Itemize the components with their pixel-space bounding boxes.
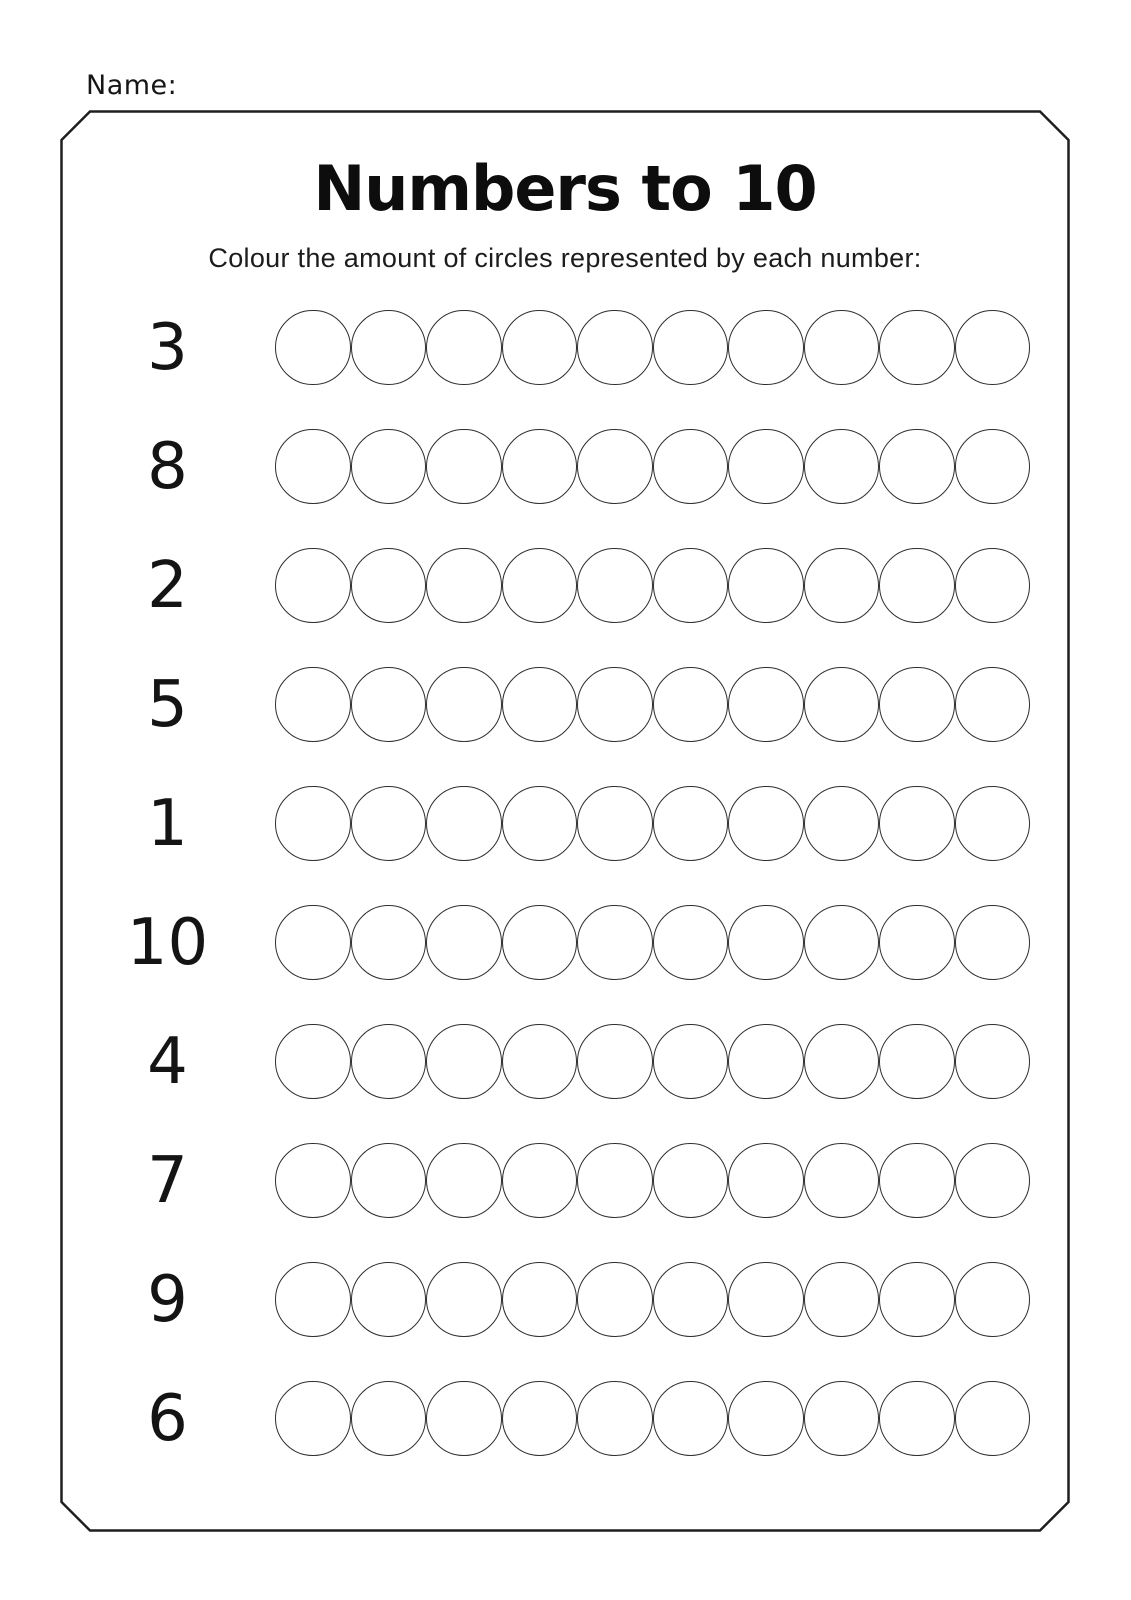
colour-circle[interactable] bbox=[502, 667, 578, 743]
colour-circle[interactable] bbox=[728, 786, 804, 862]
colour-circle[interactable] bbox=[351, 548, 427, 624]
colour-circle[interactable] bbox=[653, 429, 729, 505]
colour-circle[interactable] bbox=[275, 310, 351, 386]
circle-group bbox=[275, 1381, 1030, 1457]
colour-circle[interactable] bbox=[426, 667, 502, 743]
colour-circle[interactable] bbox=[653, 1024, 729, 1100]
colour-circle[interactable] bbox=[804, 667, 880, 743]
colour-circle[interactable] bbox=[879, 1143, 955, 1219]
worksheet-row bbox=[100, 764, 1030, 883]
circle-group bbox=[275, 1143, 1030, 1219]
colour-circle[interactable] bbox=[502, 429, 578, 505]
row-number-label: 10 bbox=[126, 905, 209, 980]
worksheet-row bbox=[100, 1121, 1030, 1240]
colour-circle[interactable] bbox=[502, 1381, 578, 1457]
colour-circle[interactable] bbox=[351, 1381, 427, 1457]
colour-circle[interactable] bbox=[955, 1024, 1031, 1100]
circle-group bbox=[275, 905, 1030, 981]
colour-circle[interactable] bbox=[426, 1024, 502, 1100]
colour-circle[interactable] bbox=[577, 1024, 653, 1100]
colour-circle[interactable] bbox=[804, 1024, 880, 1100]
colour-circle[interactable] bbox=[502, 1262, 578, 1338]
colour-circle[interactable] bbox=[804, 1143, 880, 1219]
colour-circle[interactable] bbox=[275, 548, 351, 624]
colour-circle[interactable] bbox=[804, 429, 880, 505]
circle-group bbox=[275, 1262, 1030, 1338]
colour-circle[interactable] bbox=[653, 786, 729, 862]
colour-circle[interactable] bbox=[955, 1381, 1031, 1457]
worksheet-row bbox=[100, 1240, 1030, 1359]
colour-circle[interactable] bbox=[351, 1143, 427, 1219]
colour-circle[interactable] bbox=[275, 905, 351, 981]
colour-circle[interactable] bbox=[653, 1143, 729, 1219]
colour-circle[interactable] bbox=[577, 1262, 653, 1338]
colour-circle[interactable] bbox=[879, 429, 955, 505]
colour-circle[interactable] bbox=[275, 667, 351, 743]
colour-circle[interactable] bbox=[502, 548, 578, 624]
colour-circle[interactable] bbox=[804, 905, 880, 981]
colour-circle[interactable] bbox=[502, 1143, 578, 1219]
colour-circle[interactable] bbox=[577, 548, 653, 624]
worksheet-row bbox=[100, 645, 1030, 764]
colour-circle[interactable] bbox=[955, 1262, 1031, 1338]
colour-circle[interactable] bbox=[426, 905, 502, 981]
worksheet-row bbox=[100, 1359, 1030, 1478]
instruction-text: Colour the amount of circles represented by each number: bbox=[208, 243, 922, 273]
colour-circle[interactable] bbox=[275, 1024, 351, 1100]
colour-circle[interactable] bbox=[728, 1143, 804, 1219]
colour-circle[interactable] bbox=[275, 786, 351, 862]
colour-circle[interactable] bbox=[955, 429, 1031, 505]
colour-circle[interactable] bbox=[502, 1024, 578, 1100]
colour-circle[interactable] bbox=[879, 310, 955, 386]
colour-circle[interactable] bbox=[426, 429, 502, 505]
colour-circle[interactable] bbox=[351, 667, 427, 743]
colour-circle[interactable] bbox=[653, 1381, 729, 1457]
colour-circle[interactable] bbox=[502, 786, 578, 862]
worksheet-row bbox=[100, 883, 1030, 1002]
colour-circle[interactable] bbox=[728, 905, 804, 981]
circle-group bbox=[275, 429, 1030, 505]
worksheet-row bbox=[100, 526, 1030, 645]
worksheet-row bbox=[100, 407, 1030, 526]
circle-group bbox=[275, 548, 1030, 624]
row-number-label: 5 bbox=[147, 667, 188, 742]
colour-circle[interactable] bbox=[275, 1381, 351, 1457]
colour-circle[interactable] bbox=[804, 1262, 880, 1338]
colour-circle[interactable] bbox=[426, 1381, 502, 1457]
colour-circle[interactable] bbox=[879, 667, 955, 743]
colour-circle[interactable] bbox=[275, 1262, 351, 1338]
row-number-label: 7 bbox=[147, 1143, 188, 1218]
colour-circle[interactable] bbox=[351, 1024, 427, 1100]
colour-circle[interactable] bbox=[426, 786, 502, 862]
colour-circle[interactable] bbox=[577, 1143, 653, 1219]
colour-circle[interactable] bbox=[955, 310, 1031, 386]
colour-circle[interactable] bbox=[955, 786, 1031, 862]
colour-circle[interactable] bbox=[577, 310, 653, 386]
colour-circle[interactable] bbox=[879, 1024, 955, 1100]
colour-circle[interactable] bbox=[728, 310, 804, 386]
colour-circle[interactable] bbox=[653, 667, 729, 743]
colour-circle[interactable] bbox=[577, 905, 653, 981]
row-number-label: 8 bbox=[147, 429, 188, 504]
circle-group bbox=[275, 1024, 1030, 1100]
colour-circle[interactable] bbox=[804, 1381, 880, 1457]
colour-circle[interactable] bbox=[351, 786, 427, 862]
worksheet-row bbox=[100, 288, 1030, 407]
colour-circle[interactable] bbox=[577, 1381, 653, 1457]
name-label: Name: bbox=[86, 70, 178, 101]
colour-circle[interactable] bbox=[351, 905, 427, 981]
colour-circle[interactable] bbox=[728, 1381, 804, 1457]
row-number-label: 1 bbox=[147, 786, 188, 861]
colour-circle[interactable] bbox=[955, 548, 1031, 624]
circle-group bbox=[275, 667, 1030, 743]
colour-circle[interactable] bbox=[955, 905, 1031, 981]
colour-circle[interactable] bbox=[879, 548, 955, 624]
row-number-label: 2 bbox=[147, 548, 188, 623]
colour-circle[interactable] bbox=[653, 310, 729, 386]
colour-circle[interactable] bbox=[426, 548, 502, 624]
colour-circle[interactable] bbox=[426, 1143, 502, 1219]
circle-group bbox=[275, 786, 1030, 862]
colour-circle[interactable] bbox=[879, 905, 955, 981]
row-number-label: 4 bbox=[147, 1024, 188, 1099]
colour-circle[interactable] bbox=[653, 548, 729, 624]
colour-circle[interactable] bbox=[653, 905, 729, 981]
row-number-label: 6 bbox=[147, 1381, 188, 1456]
colour-circle[interactable] bbox=[577, 429, 653, 505]
colour-circle[interactable] bbox=[351, 429, 427, 505]
rows bbox=[100, 288, 1030, 1478]
colour-circle[interactable] bbox=[351, 310, 427, 386]
colour-circle[interactable] bbox=[728, 429, 804, 505]
colour-circle[interactable] bbox=[728, 1262, 804, 1338]
colour-circle[interactable] bbox=[351, 1262, 427, 1338]
colour-circle[interactable] bbox=[728, 1024, 804, 1100]
worksheet-sheet bbox=[60, 110, 1070, 1532]
colour-circle[interactable] bbox=[879, 1381, 955, 1457]
colour-circle[interactable] bbox=[879, 1262, 955, 1338]
colour-circle[interactable] bbox=[804, 310, 880, 386]
colour-circle[interactable] bbox=[275, 429, 351, 505]
colour-circle[interactable] bbox=[426, 310, 502, 386]
row-number-label: 3 bbox=[147, 310, 188, 385]
colour-circle[interactable] bbox=[653, 1262, 729, 1338]
circle-group bbox=[275, 310, 1030, 386]
colour-circle[interactable] bbox=[728, 548, 804, 624]
colour-circle[interactable] bbox=[804, 786, 880, 862]
colour-circle[interactable] bbox=[502, 905, 578, 981]
colour-circle[interactable] bbox=[955, 667, 1031, 743]
colour-circle[interactable] bbox=[879, 786, 955, 862]
colour-circle[interactable] bbox=[577, 786, 653, 862]
colour-circle[interactable] bbox=[426, 1262, 502, 1338]
colour-circle[interactable] bbox=[955, 1143, 1031, 1219]
colour-circle[interactable] bbox=[728, 667, 804, 743]
sheet-content bbox=[60, 110, 1070, 1532]
page-title: Numbers to 10 bbox=[313, 152, 817, 225]
colour-circle[interactable] bbox=[577, 667, 653, 743]
colour-circle[interactable] bbox=[804, 548, 880, 624]
worksheet-row bbox=[100, 1002, 1030, 1121]
colour-circle[interactable] bbox=[275, 1143, 351, 1219]
row-number-label: 9 bbox=[147, 1262, 188, 1337]
colour-circle[interactable] bbox=[502, 310, 578, 386]
